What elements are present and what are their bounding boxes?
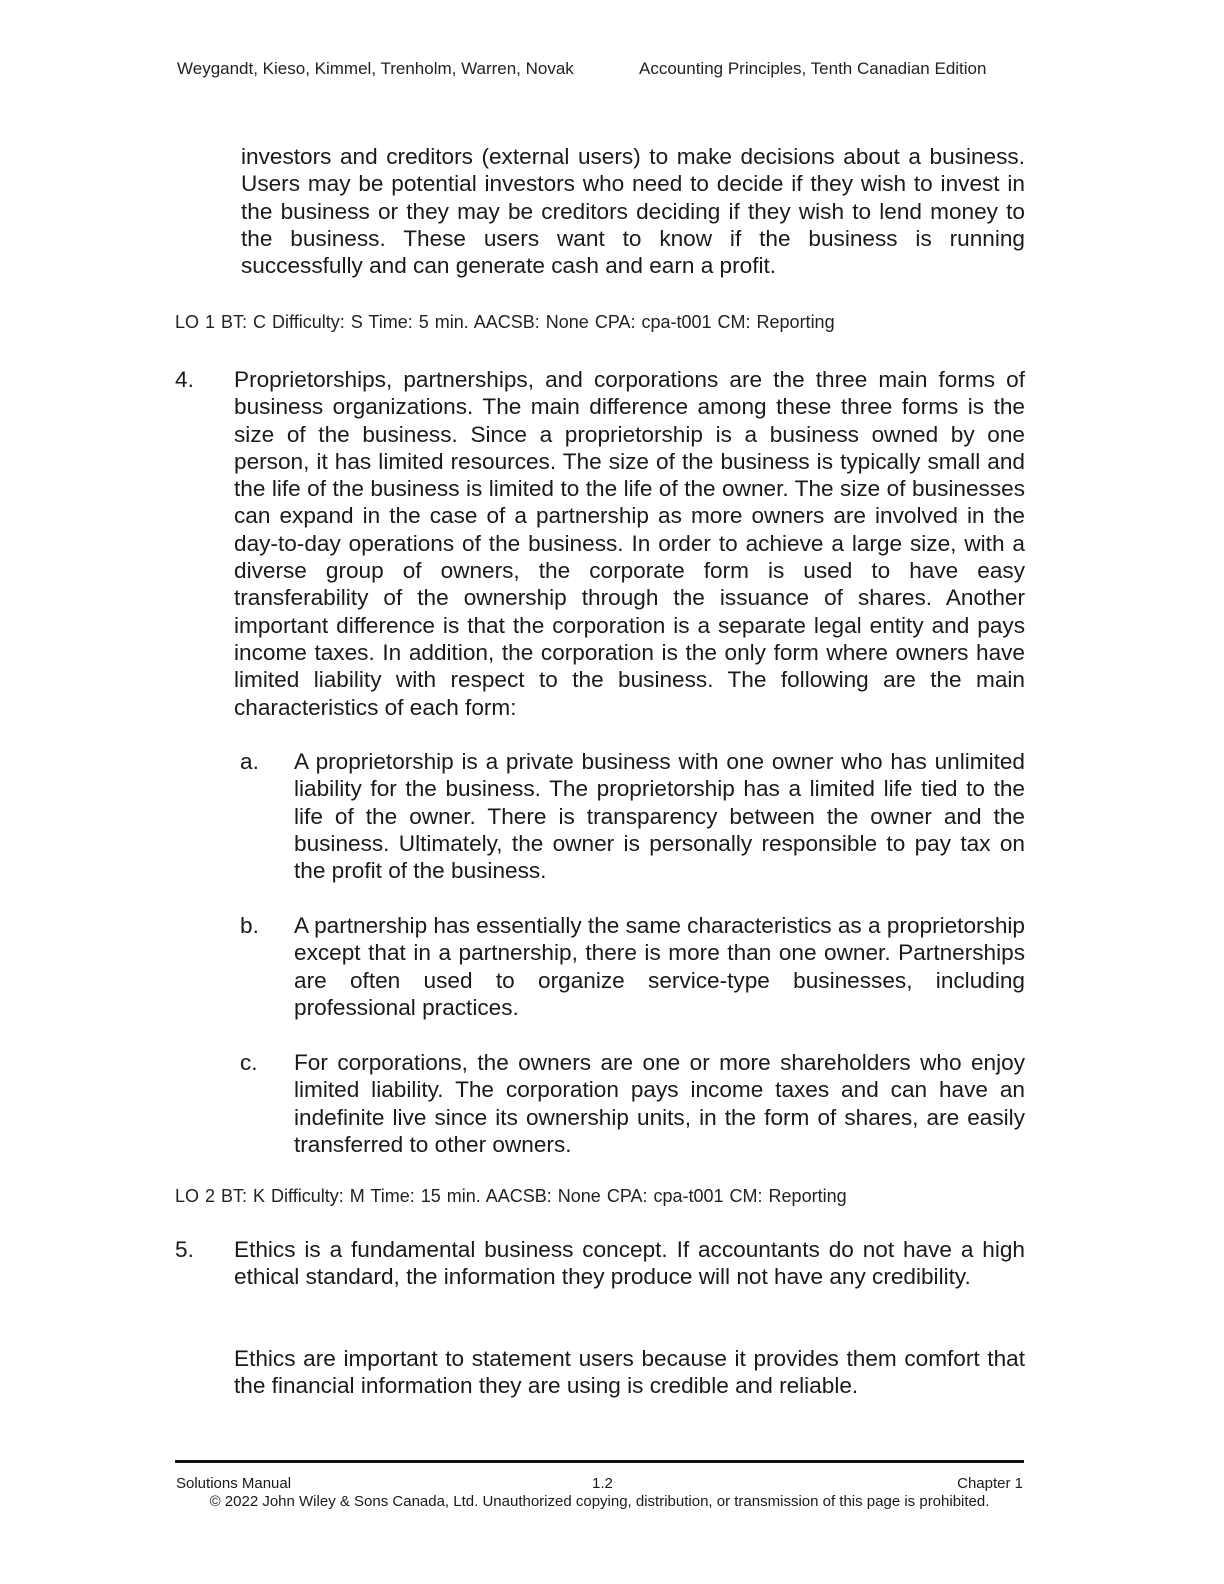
footer-rule — [175, 1460, 1024, 1463]
question-4-text: Proprietorships, partnerships, and corporations are the three main forms of business organizations. The main difference among these three forms is the size of the business. Since a proprietorship is a business owned by one person, it has limited resources. The size of the business is typically small and the life of the business is limited to the life of the owner. The size of businesses can expand in the case of a partnership as more owners are involved in the day-to-day operations of the business. In order to achieve a large size, with a diverse group of owners, the corporate form is used to have easy transferability of the ownership through the issuance of shares. Another important difference is that the corporation is a separate legal entity and pays income taxes. In addition, the corporation is the only form where owners have limited liability with respect to the business. The following are the main characteristics of each form: — [234, 367, 1025, 720]
intro-paragraph: investors and creditors (external users) to make decisions about a business. Users may be potential investors who need to decide if they wish to invest in the business or they may be creditors deciding if they wish to lend money to the business. These users want to know if the business is running successfully and can generate cash and earn a profit. — [241, 144, 1025, 279]
footer-page-number: 1.2 — [592, 1475, 613, 1492]
question-4-number: 4. — [175, 367, 194, 392]
item-b-letter: b. — [240, 913, 259, 938]
lo1-metadata: LO 1 BT: C Difficulty: S Time: 5 min. AACSB: None CPA: cpa-t001 CM: Reporting — [175, 312, 835, 332]
item-c-text: For corporations, the owners are one or more shareholders who enjoy limited liability. The corporation pays income taxes and can have an indefinite live since its ownership units, in the form of shares, are easily transferred to other owners. — [294, 1050, 1025, 1157]
item-a-text: A proprietorship is a private business with one owner who has unlimited liability for the business. The proprietorship has a limited life tied to the life of the owner. There is transparency between the owner and the business. Ultimately, the owner is personally responsible to pay tax on the profit of the business. — [294, 749, 1025, 884]
footer-chapter: Chapter 1 — [957, 1475, 1023, 1492]
footer-copyright: © 2022 John Wiley & Sons Canada, Ltd. Unauthorized copying, distribution, or transmission of this page is prohibited. — [209, 1493, 990, 1510]
question-5-text: Ethics is a fundamental business concept. If accountants do not have a high ethical standard, the information they produce will not have any credibility. — [234, 1237, 1025, 1290]
item-b-text: A partnership has essentially the same characteristics as a proprietorship except that in a partnership, there is more than one owner. Partnerships are often used to organize service-type businesses, including professional practices. — [294, 913, 1025, 1020]
question-5-text-2: Ethics are important to statement users because it provides them comfort that the financial information they are using is credible and reliable. — [234, 1346, 1025, 1399]
item-c-letter: c. — [240, 1050, 258, 1075]
question-5-number: 5. — [175, 1237, 194, 1262]
footer-left: Solutions Manual — [176, 1475, 292, 1492]
item-a-letter: a. — [240, 749, 259, 774]
lo2-metadata: LO 2 BT: K Difficulty: M Time: 15 min. AACSB: None CPA: cpa-t001 CM: Reporting — [175, 1186, 847, 1206]
header-book-title: Accounting Principles, Tenth Canadian Edition — [639, 59, 987, 78]
header-authors: Weygandt, Kieso, Kimmel, Trenholm, Warren, Novak — [177, 59, 574, 78]
